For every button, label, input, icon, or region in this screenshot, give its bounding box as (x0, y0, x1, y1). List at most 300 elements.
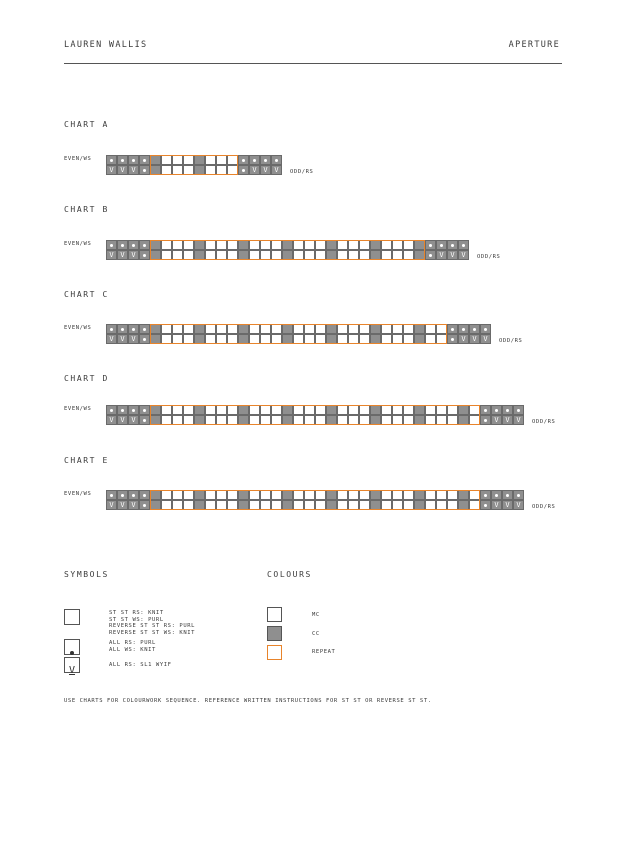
mc-cell (227, 490, 238, 500)
mc-cell (348, 405, 359, 415)
cc-cell (326, 324, 337, 334)
mc-cell (161, 324, 172, 334)
cc-cell (194, 500, 205, 510)
mc-cell (216, 240, 227, 250)
cc-cell (238, 405, 249, 415)
mc-cell (447, 415, 458, 425)
purl-cell (480, 324, 491, 334)
cc-cell (238, 240, 249, 250)
mc-cell (315, 500, 326, 510)
mc-cell (161, 250, 172, 260)
mc-cell (216, 250, 227, 260)
purl-cell (139, 240, 150, 250)
mc-cell (172, 324, 183, 334)
cc-cell (370, 490, 381, 500)
mc-cell (337, 240, 348, 250)
cc-cell (326, 334, 337, 344)
mc-cell (205, 324, 216, 334)
instructions-note: USE CHARTS FOR COLOURWORK SEQUENCE. REFERENCE WRITTEN INSTRUCTIONS FOR ST ST OR REVERSE ST ST. (64, 698, 432, 704)
cc-cell (150, 155, 161, 165)
slip-cell: V (106, 500, 117, 510)
mc-cell (304, 415, 315, 425)
mc-cell (161, 155, 172, 165)
mc-cell (315, 324, 326, 334)
mc-cell (348, 490, 359, 500)
mc-cell (172, 334, 183, 344)
mc-cell (260, 500, 271, 510)
cc-cell (414, 240, 425, 250)
slip-cell: V (117, 165, 128, 175)
mc-cell (403, 324, 414, 334)
mc-cell (315, 334, 326, 344)
mc-cell (469, 490, 480, 500)
mc-cell (359, 240, 370, 250)
mc-cell (183, 240, 194, 250)
purl-cell (128, 490, 139, 500)
slip-cell: V (128, 415, 139, 425)
cc-cell (414, 405, 425, 415)
slip-cell: V (249, 165, 260, 175)
even-ws-label: EVEN/WS (64, 156, 92, 162)
cc-cell (150, 250, 161, 260)
mc-cell (348, 250, 359, 260)
mc-cell (293, 405, 304, 415)
mc-cell (425, 334, 436, 344)
cc-cell (282, 324, 293, 334)
cc-cell (282, 240, 293, 250)
mc-cell (260, 415, 271, 425)
mc-cell (293, 250, 304, 260)
mc-cell (392, 405, 403, 415)
mc-cell (293, 334, 304, 344)
purl-cell (106, 155, 117, 165)
mc-cell (249, 334, 260, 344)
cc-cell (194, 165, 205, 175)
mc-cell (403, 490, 414, 500)
mc-cell (271, 324, 282, 334)
mc-cell (403, 500, 414, 510)
purl-cell (106, 324, 117, 334)
cc-cell (150, 334, 161, 344)
mc-cell (392, 250, 403, 260)
mc-cell (260, 250, 271, 260)
mc-label: MC (312, 612, 320, 618)
mc-cell (205, 250, 216, 260)
slip-cell: V (260, 165, 271, 175)
cc-swatch (267, 626, 282, 641)
mc-cell (172, 490, 183, 500)
mc-cell (315, 490, 326, 500)
mc-cell (315, 250, 326, 260)
mc-swatch (267, 607, 282, 622)
mc-cell (315, 405, 326, 415)
symbol-purl-knit-text: ALL RS: PURL ALL WS: KNIT (109, 640, 156, 653)
mc-cell (337, 324, 348, 334)
mc-cell (337, 500, 348, 510)
purl-cell (117, 240, 128, 250)
purl-cell (128, 324, 139, 334)
cc-cell (370, 405, 381, 415)
slip-cell: V (447, 250, 458, 260)
colours-title: COLOURS (267, 570, 312, 579)
slip-cell: V (502, 415, 513, 425)
mc-cell (183, 334, 194, 344)
symbols-title: SYMBOLS (64, 570, 109, 579)
mc-cell (425, 415, 436, 425)
cc-cell (194, 490, 205, 500)
mc-cell (172, 415, 183, 425)
mc-cell (348, 334, 359, 344)
mc-cell (359, 490, 370, 500)
mc-cell (260, 240, 271, 250)
even-ws-label: EVEN/WS (64, 325, 92, 331)
mc-cell (172, 155, 183, 165)
mc-cell (469, 500, 480, 510)
mc-cell (392, 415, 403, 425)
mc-cell (381, 500, 392, 510)
mc-cell (271, 500, 282, 510)
mc-cell (469, 415, 480, 425)
mc-cell (381, 415, 392, 425)
mc-cell (205, 405, 216, 415)
purl-cell (238, 155, 249, 165)
purl-cell (447, 334, 458, 344)
purl-cell (139, 155, 150, 165)
cc-cell (326, 405, 337, 415)
mc-cell (392, 490, 403, 500)
cc-cell (370, 250, 381, 260)
mc-cell (447, 490, 458, 500)
symbol-slip-text: ALL RS: SL1 WYIF (109, 662, 172, 668)
mc-cell (161, 490, 172, 500)
mc-cell (359, 405, 370, 415)
mc-cell (249, 250, 260, 260)
mc-cell (425, 490, 436, 500)
mc-cell (293, 490, 304, 500)
cc-cell (326, 250, 337, 260)
mc-cell (172, 165, 183, 175)
mc-cell (425, 324, 436, 334)
mc-cell (271, 334, 282, 344)
purl-cell (139, 405, 150, 415)
mc-cell (425, 405, 436, 415)
cc-cell (282, 405, 293, 415)
mc-cell (381, 334, 392, 344)
purl-cell (480, 405, 491, 415)
purl-cell (447, 324, 458, 334)
symbol-knit-purl-text: ST ST RS: KNIT ST ST WS: PURL REVERSE ST ST RS: PURL REVERSE ST ST WS: KNIT (109, 610, 196, 636)
mc-cell (260, 334, 271, 344)
mc-cell (403, 415, 414, 425)
cc-cell (370, 334, 381, 344)
cc-cell (458, 490, 469, 500)
cc-cell (370, 415, 381, 425)
mc-cell (227, 405, 238, 415)
mc-cell (227, 155, 238, 165)
chart-title: CHART A (64, 120, 109, 129)
mc-cell (183, 405, 194, 415)
cc-cell (238, 250, 249, 260)
mc-cell (172, 405, 183, 415)
slip-cell: V (271, 165, 282, 175)
cc-cell (194, 240, 205, 250)
mc-cell (161, 405, 172, 415)
mc-cell (183, 500, 194, 510)
mc-cell (337, 334, 348, 344)
mc-cell (161, 415, 172, 425)
even-ws-label: EVEN/WS (64, 241, 92, 247)
purl-cell (139, 490, 150, 500)
mc-cell (227, 324, 238, 334)
purl-cell (469, 324, 480, 334)
mc-cell (304, 334, 315, 344)
mc-cell (205, 500, 216, 510)
mc-cell (436, 405, 447, 415)
mc-cell (260, 324, 271, 334)
purl-cell (117, 490, 128, 500)
mc-cell (271, 490, 282, 500)
mc-cell (161, 334, 172, 344)
slip-cell: V (491, 500, 502, 510)
cc-cell (282, 250, 293, 260)
chart-title: CHART E (64, 456, 109, 465)
slip-cell: V (106, 165, 117, 175)
mc-cell (381, 250, 392, 260)
mc-cell (293, 415, 304, 425)
mc-cell (249, 415, 260, 425)
mc-cell (293, 240, 304, 250)
mc-cell (183, 490, 194, 500)
mc-cell (216, 405, 227, 415)
mc-cell (183, 324, 194, 334)
purl-cell (491, 405, 502, 415)
cc-cell (194, 155, 205, 165)
pattern-name: APERTURE (508, 40, 560, 50)
cc-cell (414, 490, 425, 500)
cc-cell (458, 415, 469, 425)
mc-cell (359, 334, 370, 344)
slip-cell: V (480, 334, 491, 344)
mc-cell (348, 500, 359, 510)
mc-cell (183, 415, 194, 425)
mc-cell (392, 334, 403, 344)
cc-cell (414, 334, 425, 344)
purl-cell (458, 240, 469, 250)
mc-cell (205, 155, 216, 165)
cc-cell (414, 500, 425, 510)
purl-cell (117, 405, 128, 415)
cc-cell (370, 240, 381, 250)
purl-cell (480, 415, 491, 425)
cc-cell (370, 324, 381, 334)
repeat-swatch (267, 645, 282, 660)
odd-rs-label: ODD/RS (499, 338, 523, 344)
cc-cell (458, 500, 469, 510)
cc-cell (150, 500, 161, 510)
mc-cell (205, 490, 216, 500)
chart-title: CHART B (64, 205, 109, 214)
mc-cell (249, 240, 260, 250)
purl-cell (128, 155, 139, 165)
purl-cell (513, 490, 524, 500)
purl-cell (249, 155, 260, 165)
mc-cell (227, 334, 238, 344)
mc-cell (249, 500, 260, 510)
cc-cell (238, 490, 249, 500)
purl-cell (139, 334, 150, 344)
mc-cell (359, 250, 370, 260)
mc-cell (271, 250, 282, 260)
slip-cell: V (117, 415, 128, 425)
mc-cell (271, 415, 282, 425)
mc-cell (348, 415, 359, 425)
mc-cell (403, 334, 414, 344)
even-ws-label: EVEN/WS (64, 406, 92, 412)
header-divider (64, 63, 562, 64)
odd-rs-label: ODD/RS (532, 419, 556, 425)
mc-cell (216, 324, 227, 334)
mc-cell (337, 250, 348, 260)
purl-cell (117, 155, 128, 165)
purl-cell (238, 165, 249, 175)
mc-cell (436, 500, 447, 510)
mc-cell (161, 165, 172, 175)
mc-cell (392, 240, 403, 250)
mc-cell (436, 490, 447, 500)
mc-cell (293, 500, 304, 510)
cc-cell (238, 324, 249, 334)
purl-cell (106, 240, 117, 250)
mc-cell (337, 415, 348, 425)
slip-cell: V (128, 334, 139, 344)
mc-cell (403, 240, 414, 250)
mc-cell (249, 490, 260, 500)
purl-cell (458, 324, 469, 334)
purl-cell (117, 324, 128, 334)
cc-cell (414, 324, 425, 334)
cc-cell (414, 415, 425, 425)
purl-cell (491, 490, 502, 500)
slip-cell: V (128, 250, 139, 260)
mc-cell (172, 240, 183, 250)
slip-cell: V (469, 334, 480, 344)
cc-cell (150, 324, 161, 334)
mc-cell (227, 240, 238, 250)
mc-cell (381, 490, 392, 500)
cc-cell (238, 415, 249, 425)
cc-cell (194, 324, 205, 334)
mc-cell (216, 490, 227, 500)
mc-cell (425, 500, 436, 510)
mc-cell (381, 405, 392, 415)
cc-cell (194, 405, 205, 415)
slip-cell: V (117, 500, 128, 510)
mc-cell (348, 240, 359, 250)
mc-cell (304, 405, 315, 415)
mc-cell (436, 415, 447, 425)
mc-cell (249, 405, 260, 415)
slip-cell: V (106, 334, 117, 344)
mc-cell (403, 405, 414, 415)
mc-cell (436, 334, 447, 344)
mc-cell (227, 250, 238, 260)
cc-cell (282, 490, 293, 500)
slip-cell: V (502, 500, 513, 510)
odd-rs-label: ODD/RS (532, 504, 556, 510)
cc-label: CC (312, 631, 320, 637)
mc-cell (403, 250, 414, 260)
cc-cell (150, 405, 161, 415)
cc-cell (150, 490, 161, 500)
odd-rs-label: ODD/RS (477, 254, 501, 260)
slip-cell: V (436, 250, 447, 260)
repeat-label: REPEAT (312, 649, 336, 655)
slip-v-square-icon: V (64, 657, 80, 673)
purl-cell (139, 165, 150, 175)
mc-cell (337, 405, 348, 415)
cc-cell (326, 415, 337, 425)
purl-cell (139, 500, 150, 510)
cc-cell (370, 500, 381, 510)
mc-cell (161, 240, 172, 250)
cc-cell (282, 415, 293, 425)
mc-cell (359, 324, 370, 334)
mc-cell (205, 415, 216, 425)
cc-cell (326, 490, 337, 500)
mc-cell (381, 240, 392, 250)
slip-cell: V (513, 415, 524, 425)
mc-cell (172, 250, 183, 260)
purl-cell (425, 240, 436, 250)
odd-rs-label: ODD/RS (290, 169, 314, 175)
slip-cell: V (128, 500, 139, 510)
mc-cell (205, 240, 216, 250)
purl-cell (106, 405, 117, 415)
purl-cell (139, 250, 150, 260)
mc-cell (183, 250, 194, 260)
slip-cell: V (458, 334, 469, 344)
mc-cell (260, 405, 271, 415)
cc-cell (150, 165, 161, 175)
mc-cell (172, 500, 183, 510)
even-ws-label: EVEN/WS (64, 491, 92, 497)
mc-cell (227, 165, 238, 175)
purl-cell (447, 240, 458, 250)
mc-cell (304, 490, 315, 500)
mc-cell (183, 165, 194, 175)
slip-cell: V (106, 250, 117, 260)
mc-cell (183, 155, 194, 165)
slip-cell: V (117, 334, 128, 344)
mc-cell (216, 415, 227, 425)
slip-cell: V (106, 415, 117, 425)
mc-cell (271, 405, 282, 415)
designer-name: LAUREN WALLIS (64, 40, 148, 50)
cc-cell (326, 240, 337, 250)
slip-cell: V (117, 250, 128, 260)
mc-cell (205, 165, 216, 175)
mc-cell (304, 500, 315, 510)
cc-cell (194, 334, 205, 344)
slip-cell: V (513, 500, 524, 510)
chart-title: CHART C (64, 290, 109, 299)
mc-cell (216, 500, 227, 510)
mc-cell (392, 324, 403, 334)
cc-cell (282, 334, 293, 344)
mc-cell (227, 415, 238, 425)
purl-cell (513, 405, 524, 415)
mc-cell (304, 240, 315, 250)
